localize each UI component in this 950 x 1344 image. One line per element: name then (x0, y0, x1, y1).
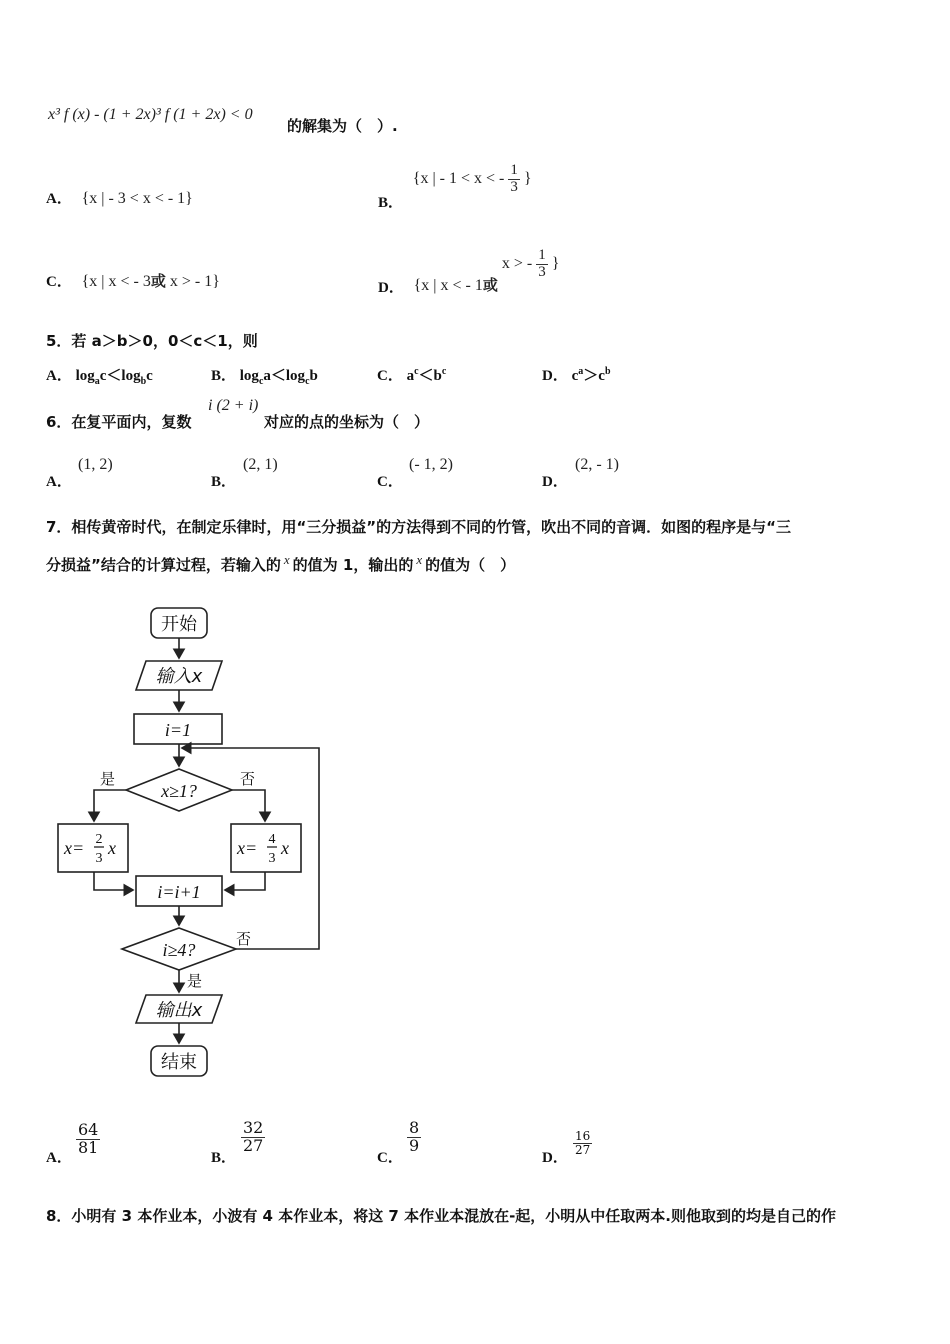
flow-yes-label: 是 (100, 770, 116, 788)
option-expr: {x | - 1 < x < - $\frac{1}{3}$ } (412, 162, 532, 195)
flow-left-den: 3 (95, 851, 103, 866)
option-expr: {x | - 3 < x < - 1} (81, 190, 193, 207)
option-label: B． (378, 194, 404, 211)
q7-option-d-frac: $\frac{16}{27}$ (575, 1129, 591, 1157)
q6-option-c-value: (- 1, 2) (409, 456, 453, 473)
flow-right-rhs: x (281, 838, 289, 858)
flow-start-text: 开始 (161, 614, 197, 635)
flow-end-text: 结束 (161, 1052, 197, 1073)
q7-option-c-frac: $\frac{8}{9}$ (409, 1118, 420, 1155)
q6-stem-math: i (2 + i) (208, 397, 259, 414)
option-text: $a^c<b^c$ (406, 366, 447, 384)
q8-stem: 8．小明有 3 本作业本，小波有 4 本作业本，将这 7 本作业本混放在-起，小明从中任取两本.则他取到的均是自己的作 (46, 1207, 837, 1225)
flow-left-num: 2 (95, 832, 103, 847)
option-label: A． (46, 1150, 72, 1166)
option-text: $\log_ca<\log_cb$ (239, 368, 318, 387)
q4-stem-suffix: 的解集为（ ）. (287, 117, 398, 135)
q6-stem-suffix: 对应的点的坐标为（ ） (264, 413, 430, 431)
flow-right-den: 3 (268, 851, 276, 866)
option-label: C． (377, 368, 403, 384)
q6-option-d-value: (2, - 1) (575, 456, 619, 473)
flow-cond2-text: i≥4? (162, 940, 196, 960)
option-label: C． (377, 474, 403, 490)
flow-yes-label-2: 是 (187, 972, 203, 990)
flow-right-num: 4 (268, 832, 276, 847)
flow-no-label-2: 否 (236, 930, 252, 948)
q5-stem: 5．若 a＞b＞0，0＜c＜1，则 (46, 332, 258, 350)
q6-stem-prefix: 6．在复平面内，复数 (46, 413, 192, 431)
flow-input-text: 输入x (155, 666, 203, 687)
q7-option-a[interactable] (46, 1146, 72, 1167)
q7-stem-line2: 分损益”结合的计算过程，若输入的 x 的值为 1，输出的 x 的值为（ ） (46, 552, 516, 574)
flow-output-text: 输出x (155, 1000, 203, 1021)
option-label: C． (46, 274, 72, 290)
q7-option-d[interactable] (542, 1146, 568, 1167)
option-label: A． (46, 474, 72, 490)
option-label: D． (378, 279, 404, 296)
flow-cond1-text: x≥1? (161, 781, 197, 801)
q4-stem-math: x³ f (x) - (1 + 2x)³ f (1 + 2x) < 0 (48, 106, 253, 123)
q7-option-a-frac: $\frac{64}{81}$ (78, 1120, 99, 1157)
option-label: A． (46, 368, 72, 384)
q7-option-b-frac: $\frac{32}{27}$ (243, 1118, 264, 1155)
q7-stem-line1: 7．相传黄帝时代，在制定乐律时，用“三分损益”的方法得到不同的竹管，吹出不同的音调．如图的程序是与“三 (46, 518, 792, 536)
q7-option-b[interactable] (211, 1146, 236, 1167)
flow-init-text: i=1 (164, 720, 192, 740)
option-text: $c^a>c^b$ (571, 366, 611, 384)
option-text: $\log_ac<\log_bc$ (75, 368, 153, 387)
option-expr: {x | x < - 1或 x > - $\frac{1}{3}$ } (413, 247, 560, 294)
option-label: B． (211, 1150, 237, 1166)
q6-option-b-value: (2, 1) (243, 456, 278, 473)
flow-left-lhs: x= (64, 838, 85, 858)
q7-option-c[interactable] (377, 1146, 403, 1167)
q6-option-a-value: (1, 2) (78, 456, 113, 473)
option-label: B． (211, 474, 237, 490)
option-label: A． (46, 191, 72, 207)
option-label: D． (542, 1150, 568, 1166)
option-label: D． (542, 368, 568, 384)
flow-no-label: 否 (240, 770, 256, 788)
option-expr: {x | x < - 3或 x > - 1} (81, 272, 220, 290)
option-label: B． (211, 368, 237, 384)
option-label: D． (542, 474, 568, 490)
flow-increment-text: i=i+1 (157, 882, 201, 902)
flow-left-rhs: x (108, 838, 116, 858)
option-label: C． (377, 1150, 403, 1166)
flow-right-lhs: x= (237, 838, 258, 858)
